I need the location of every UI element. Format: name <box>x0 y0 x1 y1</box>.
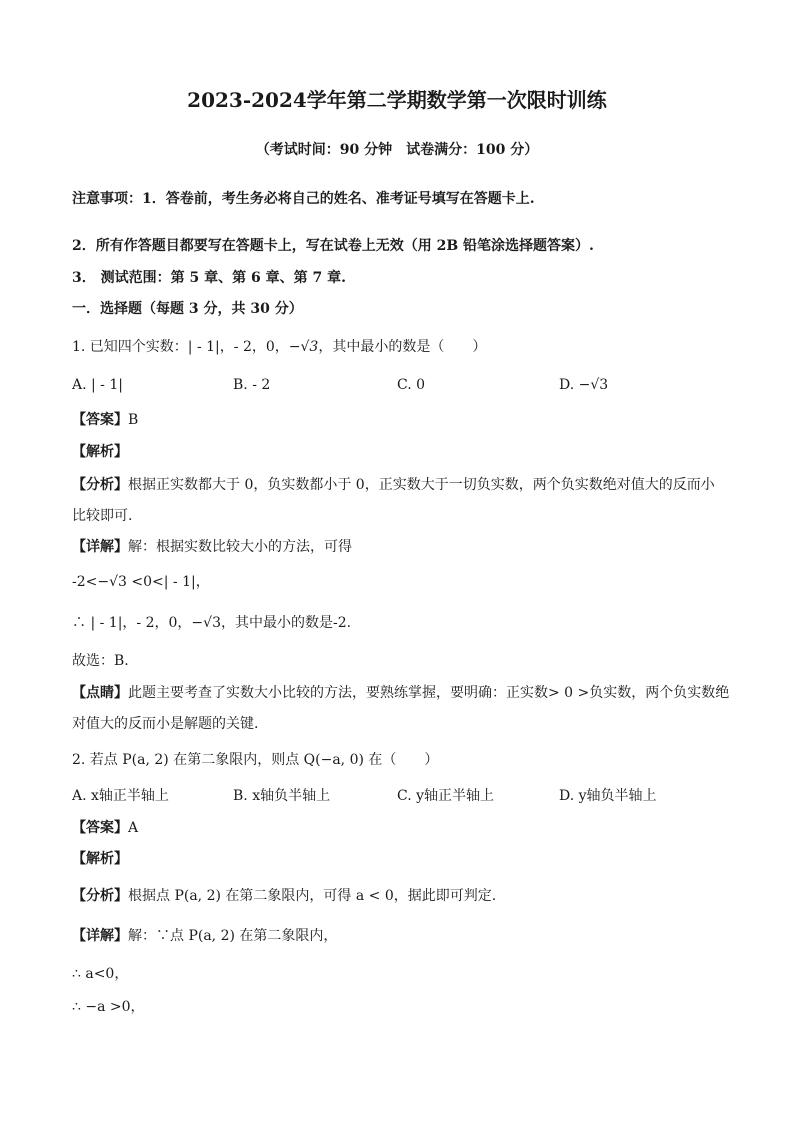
q2-answer-tag: 【答案】 <box>72 820 128 836</box>
q1-dianjing-line-2: 对值大的反而小是解题的关键. <box>72 716 259 732</box>
q1-step-3: 故选：B. <box>72 653 129 669</box>
q2-xiangjie-tag: 【详解】 <box>72 928 128 944</box>
q2-option-c: C. y轴正半轴上 <box>397 788 495 804</box>
q1-dianjing-line-1 <box>72 683 729 703</box>
q1-dianjing-text-1: 此题主要考查了实数大小比较的方法，要熟练掌握，要明确：正实数> 0 >负实数，两个负实数绝 <box>128 685 730 701</box>
q2-analysis-tag: 【解析】 <box>72 851 128 867</box>
q1-step-1: -2<−√3 <0<| - 1|， <box>72 574 210 590</box>
q1-xiangjie-text: 解：根据实数比较大小的方法，可得 <box>128 539 352 555</box>
q2-xiangjie <box>72 926 337 946</box>
q2-fenxi-text: 根据点 P(a, 2) 在第二象限内，可得 a < 0，据此即可判定. <box>128 888 497 904</box>
section-heading: 一．选择题（每题 3 分，共 30 分） <box>72 301 303 317</box>
q1-analysis-tag: 【解析】 <box>72 444 128 460</box>
q2-fenxi <box>72 886 496 906</box>
q2-xiangjie-text: 解：∵点 P(a, 2) 在第二象限内， <box>128 928 338 944</box>
q1-answer <box>72 410 138 430</box>
notice-line-2: 2．所有作答题目都要写在答题卡上，写在试卷上无效（用 2B 铅笔涂选择题答案）. <box>72 238 594 254</box>
q1-option-c: C. 0 <box>397 377 426 393</box>
question-1-stem <box>72 337 486 357</box>
q1-stem-sqrt: −√3 <box>288 339 319 355</box>
exam-info: （考试时间：90 分钟 试卷满分：100 分） <box>255 142 539 158</box>
q1-answer-value: B <box>128 412 139 428</box>
q2-answer-value: A <box>128 820 139 836</box>
q2-step-1: ∴ a<0， <box>72 966 129 982</box>
q1-option-b: B. - 2 <box>233 377 271 393</box>
notice-line-3: 3． 测试范围：第 5 章、第 6 章、第 7 章. <box>72 270 346 286</box>
q2-option-d: D. y轴负半轴上 <box>559 788 657 804</box>
q2-option-b: B. x轴负半轴上 <box>233 788 331 804</box>
q1-answer-tag: 【答案】 <box>72 412 128 428</box>
q2-option-a: A. x轴正半轴上 <box>72 788 169 804</box>
page-title: 2023-2024学年第二学期数学第一次限时训练 <box>187 88 607 112</box>
q1-stem-part-b: ，其中最小的数是（ ） <box>318 339 487 355</box>
notice-line-1: 注意事项：1．答卷前，考生务必将自己的姓名、准考证号填写在答题卡上. <box>72 191 535 207</box>
q1-option-d: D. −√3 <box>559 377 609 393</box>
q1-stem-part-a: 1. 已知四个实数：| - 1|，- 2，0， <box>72 339 289 355</box>
q1-fenxi-tag: 【分析】 <box>72 477 128 493</box>
q1-fenxi-line-2: 比较即可. <box>72 508 133 524</box>
q1-dianjing-tag: 【点睛】 <box>72 685 128 701</box>
q1-xiangjie-tag: 【详解】 <box>72 539 128 555</box>
q1-xiangjie <box>72 537 352 557</box>
q1-fenxi-line-1 <box>72 475 715 495</box>
q1-fenxi-text-1: 根据正实数都大于 0，负实数都小于 0，正实数大于一切负实数，两个负实数绝对值大的反而小 <box>128 477 715 493</box>
question-2-stem: 2. 若点 P(a, 2) 在第二象限内，则点 Q(−a, 0) 在（ ） <box>72 752 439 768</box>
q2-answer <box>72 818 138 838</box>
q2-step-2: ∴ −a >0， <box>72 999 145 1015</box>
q2-fenxi-tag: 【分析】 <box>72 888 128 904</box>
q1-step-2: ∴ | - 1|，- 2，0，−√3，其中最小的数是-2. <box>72 615 352 631</box>
q1-option-a: A. | - 1| <box>72 377 123 393</box>
